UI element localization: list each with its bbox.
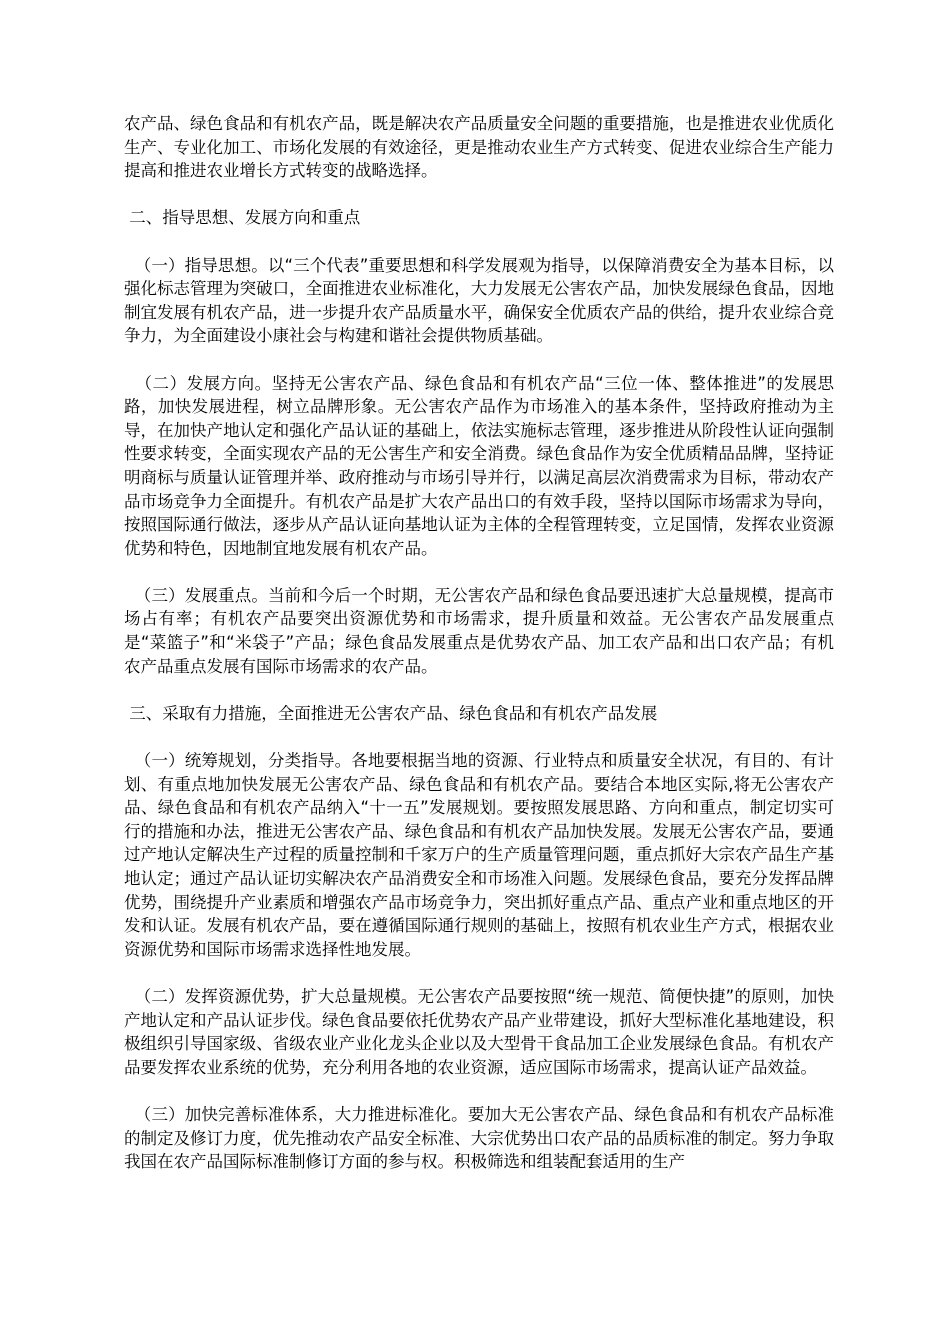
development-focus-paragraph: （三）发展重点。当前和今后一个时期，无公害农产品和绿色食品要迅速扩大总量规模，提高市场占有率；有机农产品要突出资源优势和市场需求，提升质量和效益。无公害农产品发展重点是“菜篮子”和“米袋子”产品；绿色食品发展重点是优势农产品、加工农产品和出口农产品；有机农产品重点发展有国际市场需求的农产品。 bbox=[124, 585, 834, 676]
development-direction-paragraph: （二）发展方向。坚持无公害农产品、绿色食品和有机农产品“三位一体、整体推进”的发展思路，加快发展进程，树立品牌形象。无公害农产品作为市场准入的基本条件，坚持政府推动为主导，在加快产地认定和强化产品认证的基础上，依法实施标志管理，逐步推进从阶段性认证向强制性要求转变，全面实现农产品的无公害生产和安全消费。绿色食品作为安全优质精品品牌，坚持证明商标与质量认证管理并举、政府推动与市场引导并行，以满足高层次消费需求为目标，带动农产品市场竞争力全面提升。有机农产品是扩大农产品出口的有效手段，坚持以国际市场需求为导向，按照国际通行做法，逐步从产品认证向基地认证为主体的全程管理转变，立足国情，发挥农业资源优势和特色，因地制宜地发展有机农产品。 bbox=[124, 373, 834, 558]
document-page bbox=[124, 112, 834, 1197]
standard-system-paragraph: （三）加快完善标准体系，大力推进标准化。要加大无公害农产品、绿色食品和有机农产品标准的制定及修订力度，优先推动农产品安全标准、大宗优势出口农产品的品质标准的制定。努力争取我国在农产品国际标准制修订方面的参与权。积极筛选和组装配套适用的生产 bbox=[124, 1104, 834, 1172]
resource-advantage-paragraph: （二）发挥资源优势，扩大总量规模。无公害农产品要按照“统一规范、简便快捷”的原则，加快产地认定和产品认证步伐。绿色食品要依托优势农产品产业带建设，抓好大型标准化基地建设，积极组织引导国家级、省级农业产业化龙头企业以及大型骨干食品加工企业发展绿色食品。有机农产品要发挥农业系统的优势，充分利用各地的农业资源，适应国际市场需求，提高认证产品效益。 bbox=[124, 986, 834, 1077]
planning-guidance-paragraph: （一）统筹规划，分类指导。各地要根据当地的资源、行业特点和质量安全状况，有目的、有计划、有重点地加快发展无公害农产品、绿色食品和有机农产品。要结合本地区实际,将无公害农产品、绿色食品和有机农产品纳入“十一五”发展规划。要按照发展思路、方向和重点，制定切实可行的措施和办法，推进无公害农产品、绿色食品和有机农产品加快发展。发展无公害农产品，要通过产地认定解决生产过程的质量控制和千家万户的生产质量管理问题，重点抓好大宗农产品生产基地认定；通过产品认证切实解决农产品消费安全和市场准入问题。发展绿色食品，要充分发挥品牌优势，围绕提升产业素质和增强农产品市场竞争力，突出抓好重点产品、重点产业和重点地区的开发和认证。发展有机农产品，要在遵循国际通行规则的基础上，按照有机农业生产方式，根据农业资源优势和国际市场需求选择性地发展。 bbox=[124, 751, 834, 959]
intro-paragraph: 农产品、绿色食品和有机农产品，既是解决农产品质量安全问题的重要措施，也是推进农业优质化生产、专业化加工、市场化发展的有效途径，更是推动农业生产方式转变、促进农业综合生产能力提高和推进农业增长方式转变的战略选择。 bbox=[124, 114, 834, 181]
section-2-heading: 二、指导思想、发展方向和重点 bbox=[124, 208, 361, 228]
guiding-ideology-paragraph: （一）指导思想。以“三个代表”重要思想和科学发展观为指导，以保障消费安全为基本目标，以强化标志管理为突破口，全面推进农业标准化，大力发展无公害农产品，加快发展绿色食品，因地制宜发展有机农产品，进一步提升农产品质量水平，确保安全优质农产品的供给，提升农业综合竞争力，为全面建设小康社会与构建和谐社会提供物质基础。 bbox=[124, 255, 834, 346]
section-3-heading: 三、采取有力措施，全面推进无公害农产品、绿色食品和有机农产品发展 bbox=[124, 703, 658, 723]
